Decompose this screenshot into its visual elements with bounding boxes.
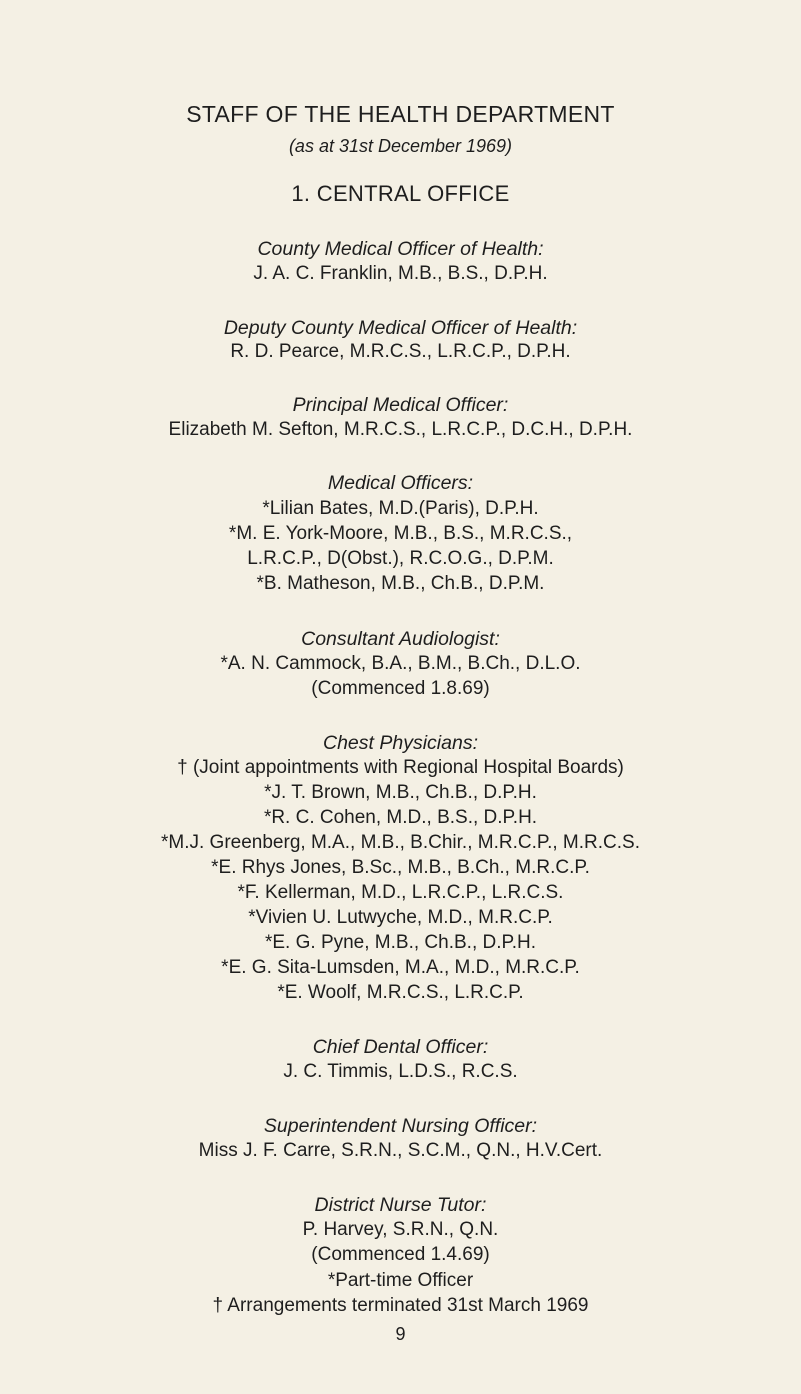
staff-name: *J. T. Brown, M.B., Ch.B., D.P.H. (264, 782, 537, 803)
role-chief-dental-officer: Chief Dental Officer: (312, 1036, 489, 1058)
staff-name: *E. G. Pyne, M.B., Ch.B., D.P.H. (264, 932, 537, 953)
staff-name: R. D. Pearce, M.R.C.S., L.R.C.P., D.P.H. (230, 341, 571, 362)
staff-name: *M.J. Greenberg, M.A., M.B., B.Chir., M.R.C.P., M.R.C.S. (161, 832, 640, 853)
staff-name: *E. G. Sita-Lumsden, M.A., M.D., M.R.C.P. (221, 957, 580, 978)
page-title: STAFF OF THE HEALTH DEPARTMENT (186, 101, 615, 127)
footnote-part-time: *Part-time Officer (327, 1270, 474, 1291)
staff-name: Miss J. F. Carre, S.R.N., S.C.M., Q.N., H.V.Cert. (198, 1140, 603, 1161)
staff-name: *Lilian Bates, M.D.(Paris), D.P.H. (262, 498, 539, 519)
staff-name: *Vivien U. Lutwyche, M.D., M.R.C.P. (248, 907, 553, 928)
staff-name: *B. Matheson, M.B., Ch.B., D.P.M. (256, 573, 545, 594)
role-superintendent-nursing-officer: Superintendent Nursing Officer: (263, 1115, 538, 1137)
role-deputy-medical-officer: Deputy County Medical Officer of Health: (223, 317, 578, 339)
staff-name: J. C. Timmis, L.D.S., R.C.S. (283, 1061, 518, 1082)
role-consultant-audiologist: Consultant Audiologist: (301, 628, 500, 650)
staff-name-continued: L.R.C.P., D(Obst.), R.C.O.G., D.P.M. (247, 548, 554, 569)
staff-name: *E. Rhys Jones, B.Sc., M.B., B.Ch., M.R.C.P. (211, 857, 590, 878)
staff-name: Elizabeth M. Sefton, M.R.C.S., L.R.C.P., D.C.H., D.P.H. (168, 419, 633, 440)
commencement-note: (Commenced 1.8.69) (311, 678, 490, 699)
staff-name: *M. E. York-Moore, M.B., B.S., M.R.C.S., (228, 523, 573, 544)
role-district-nurse-tutor: District Nurse Tutor: (314, 1194, 487, 1216)
commencement-note: (Commenced 1.4.69) (311, 1244, 490, 1265)
staff-name: *F. Kellerman, M.D., L.R.C.P., L.R.C.S. (237, 882, 564, 903)
role-medical-officers: Medical Officers: (327, 472, 474, 494)
staff-name: J. A. C. Franklin, M.B., B.S., D.P.H. (253, 263, 548, 284)
joint-appointments-note: † (Joint appointments with Regional Hospital Boards) (177, 757, 624, 778)
role-chest-physicians: Chest Physicians: (323, 732, 478, 754)
page-number: 9 (395, 1324, 406, 1344)
staff-name: P. Harvey, S.R.N., Q.N. (302, 1219, 499, 1240)
date-subtitle: (as at 31st December 1969) (288, 136, 513, 156)
footnote-arrangements-terminated: † Arrangements terminated 31st March 1969 (212, 1295, 589, 1316)
role-principal-medical-officer: Principal Medical Officer: (292, 394, 509, 416)
staff-name: *R. C. Cohen, M.D., B.S., D.P.H. (263, 807, 538, 828)
staff-name: *E. Woolf, M.R.C.S., L.R.C.P. (277, 982, 524, 1003)
staff-name: *A. N. Cammock, B.A., B.M., B.Ch., D.L.O. (220, 653, 581, 674)
section-heading: 1. CENTRAL OFFICE (291, 181, 510, 206)
role-county-medical-officer: County Medical Officer of Health: (257, 238, 544, 260)
